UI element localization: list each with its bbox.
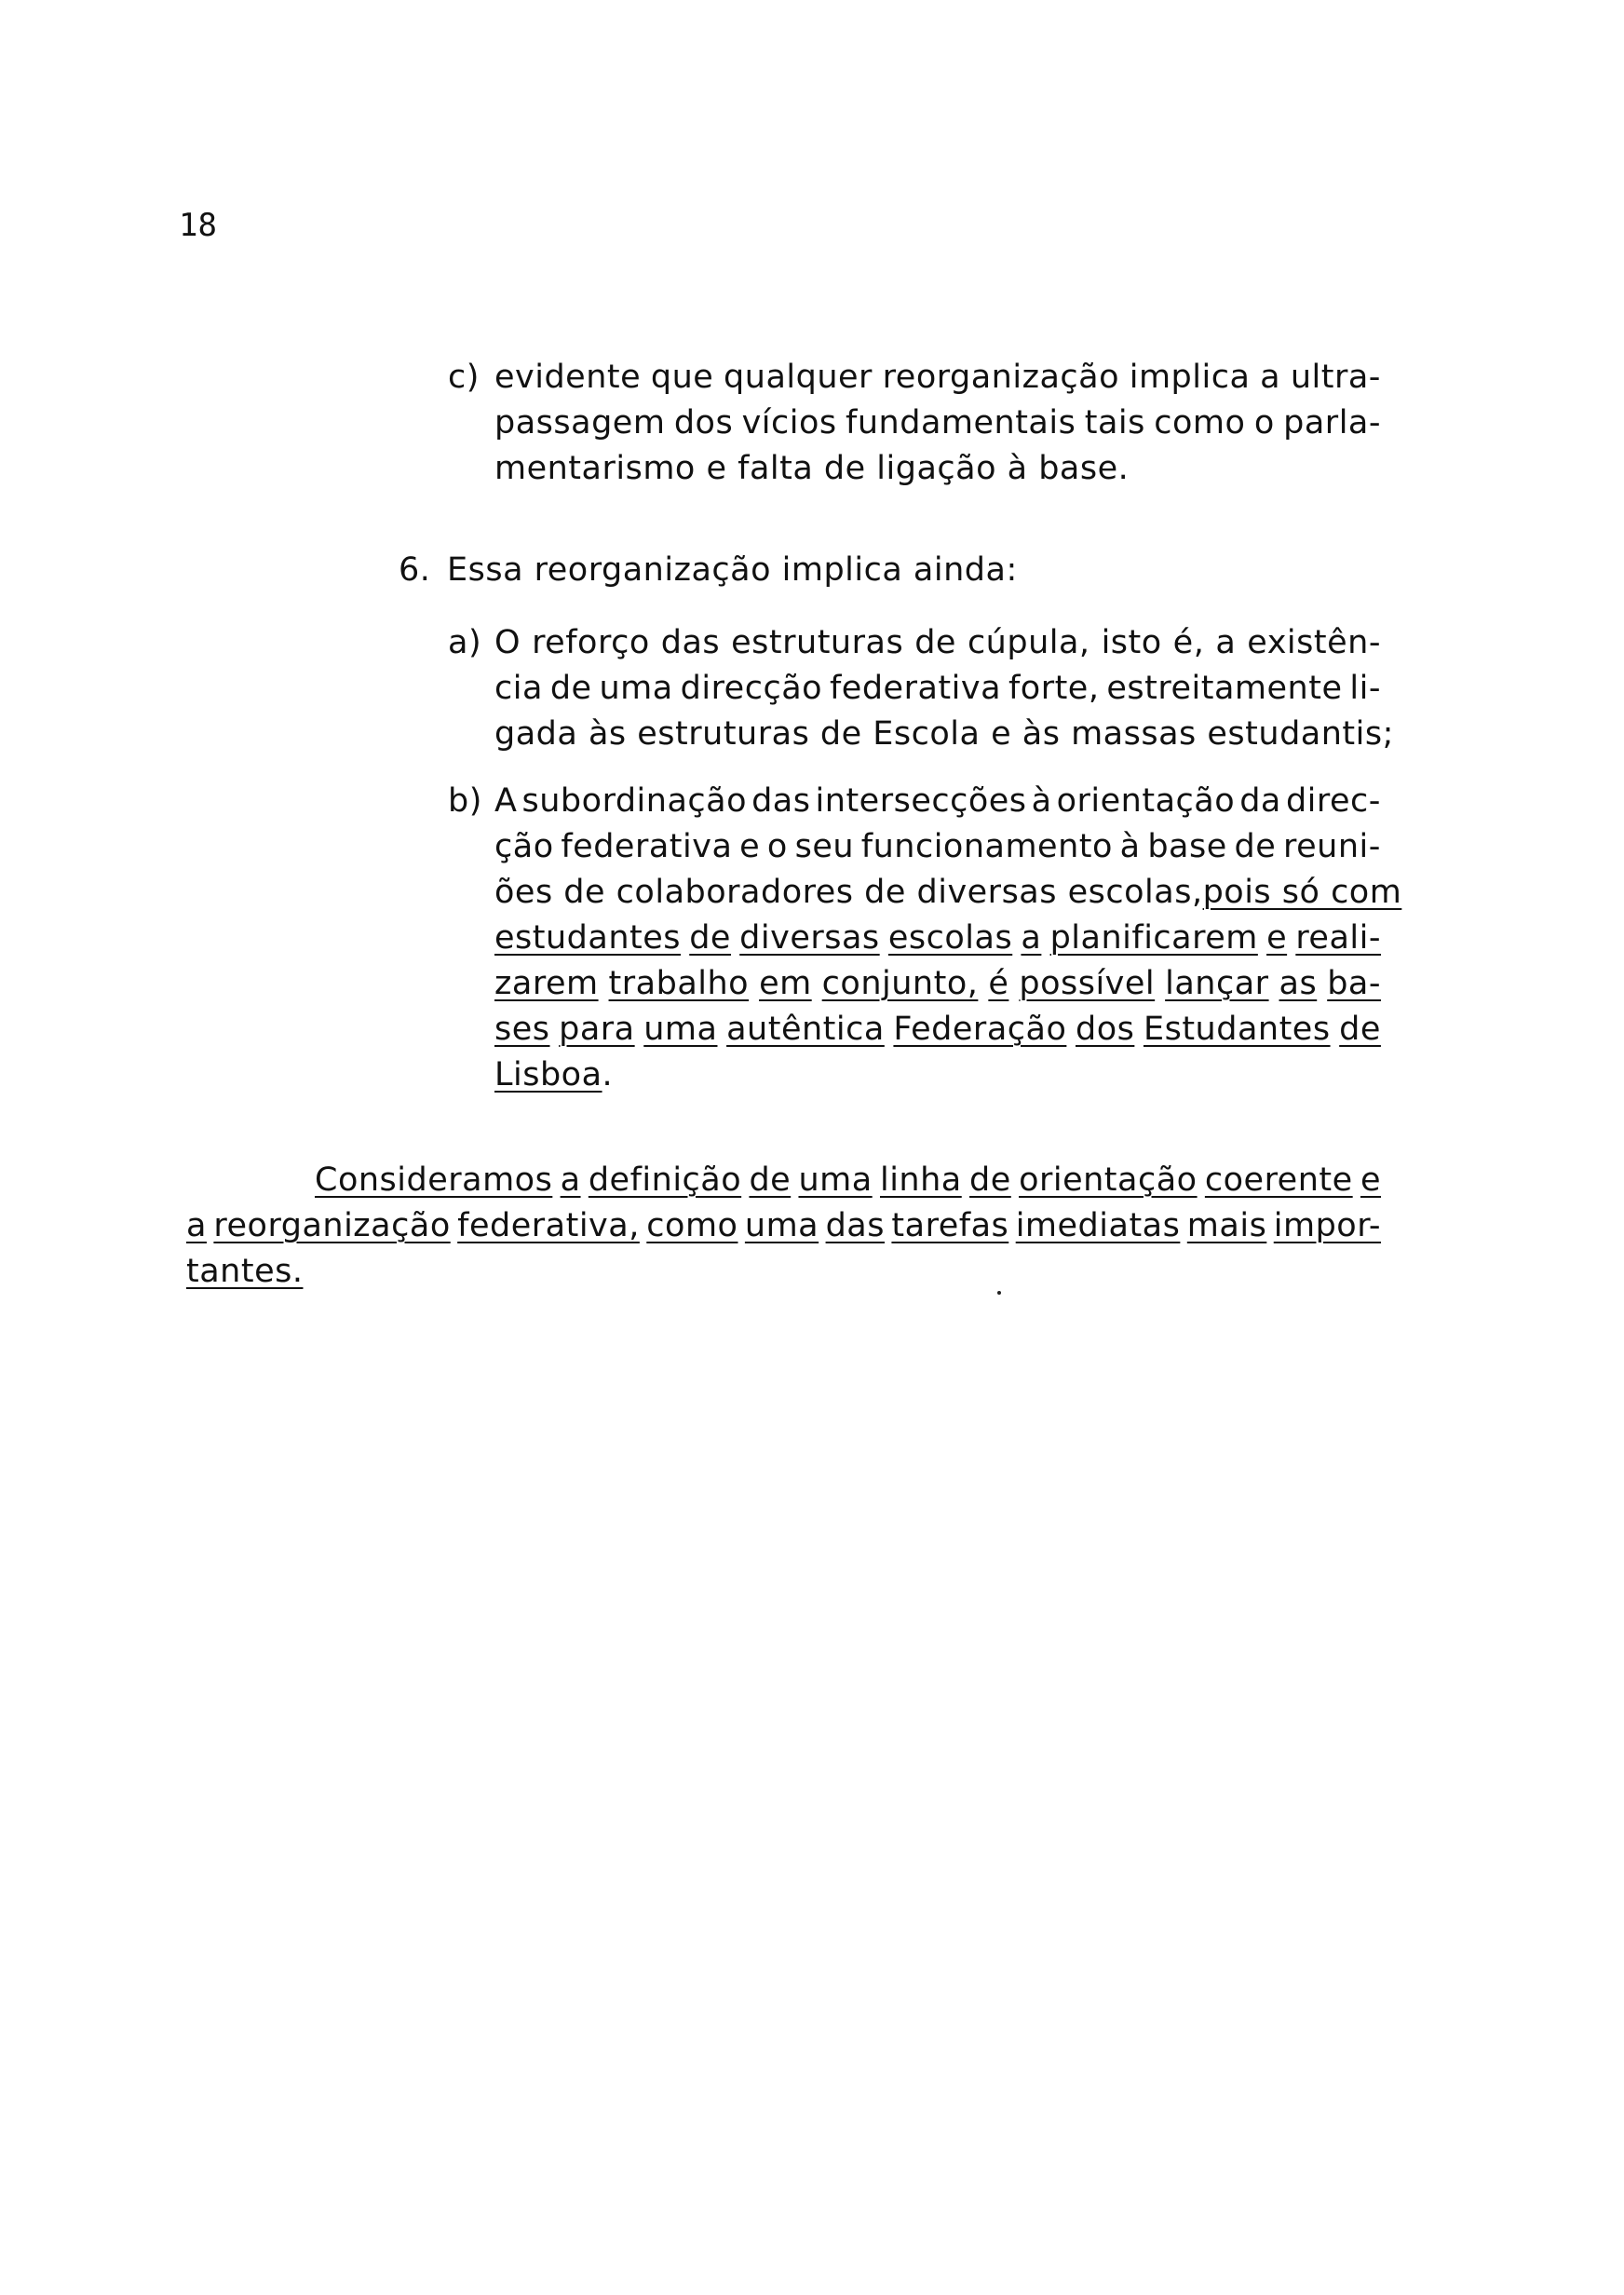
item-b-line-4: estudantes de diversas escolas a planificarem e reali- — [494, 919, 1381, 957]
stray-dot-mark — [997, 1291, 1001, 1295]
point-6-marker: 6. — [399, 551, 431, 589]
item-b-line-7-underlined: Lisboa — [494, 1056, 602, 1093]
item-b-line-3-plain: ões de colaboradores de diversas escolas, — [494, 874, 1203, 911]
page-number: 18 — [179, 207, 217, 244]
item-a-marker: a) — [448, 624, 482, 661]
item-c-line-1: evidente que qualquer reorganização implica a ultra- — [494, 359, 1381, 396]
item-a-line-3: gada às estruturas de Escola e às massas estudantis; — [494, 715, 1394, 753]
item-b-line-2: ção federativa e o seu funcionamento à base de reuni- — [494, 828, 1381, 865]
item-a-line-2: cia de uma direcção federativa forte, estreitamente li- — [494, 670, 1381, 707]
conclusion-line-3: tantes. — [186, 1253, 304, 1290]
item-c-line-2: passagem dos vícios fundamentais tais como o parla- — [494, 404, 1381, 441]
conclusion-line-2: a reorganização federativa, como uma das tarefas imediatas mais impor- — [186, 1207, 1381, 1244]
item-b-line-6: ses para uma autêntica Federação dos Estudantes de — [494, 1011, 1381, 1048]
item-b-marker: b) — [448, 782, 482, 820]
item-b-line-5: zarem trabalho em conjunto, é possível lançar as ba- — [494, 965, 1381, 1002]
item-b-line-7 — [494, 1054, 613, 1095]
item-c-line-3: mentarismo e falta de ligação à base. — [494, 450, 1130, 487]
conclusion-line-1: Consideramos a definição de uma linha de orientação coerente e — [315, 1161, 1381, 1199]
item-b-line-3-underlined: pois só com — [1202, 874, 1402, 911]
item-b-line-1: A subordinação das intersecções à orientação da direc- — [494, 782, 1381, 820]
item-a-line-1: O reforço das estruturas de cúpula, isto é, a existên- — [494, 624, 1381, 661]
point-6-text: Essa reorganização implica ainda: — [447, 551, 1018, 589]
item-b-line-7-tail: . — [602, 1056, 614, 1093]
item-b-line-3 — [494, 872, 1402, 913]
item-c-marker: c) — [448, 359, 480, 396]
